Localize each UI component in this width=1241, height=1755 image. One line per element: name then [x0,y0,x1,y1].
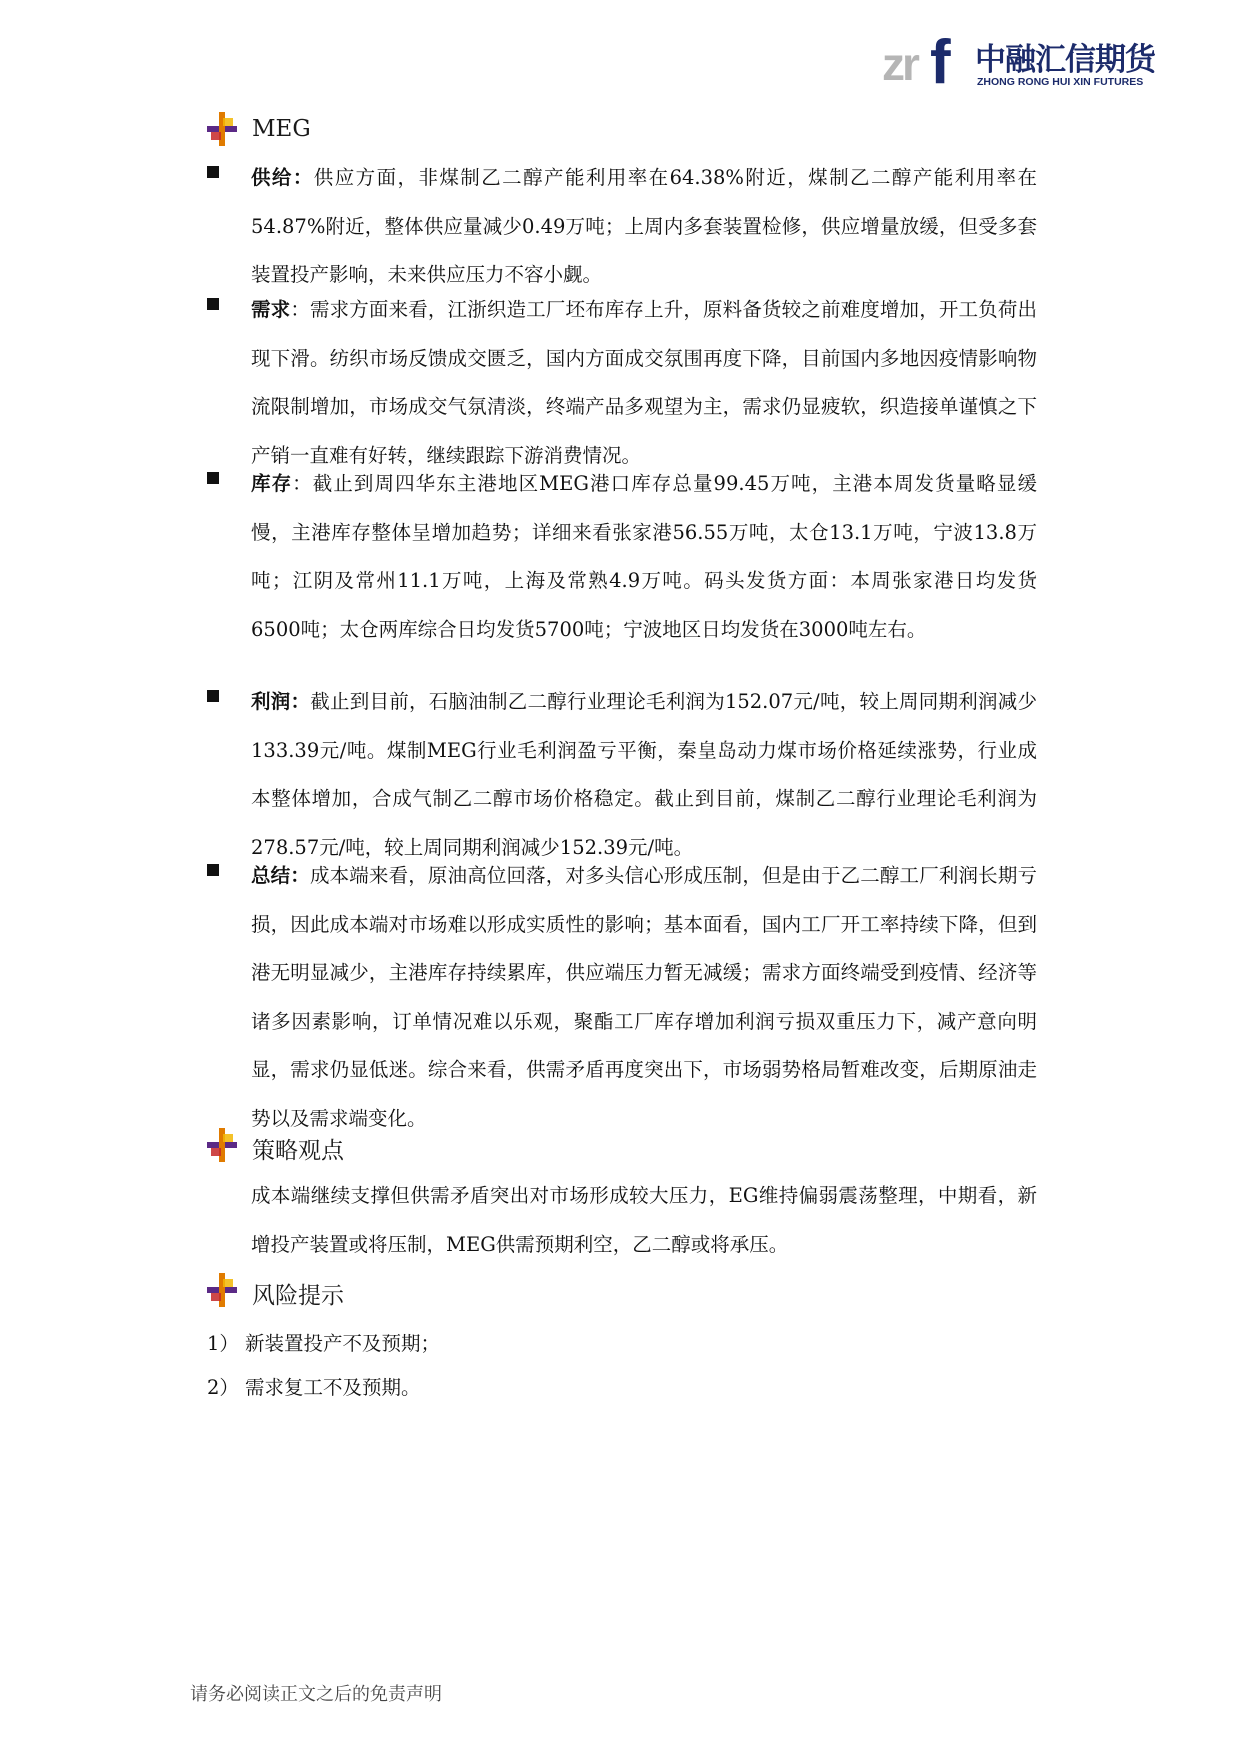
bullet-paragraph [251,460,1037,654]
bullet-paragraph [251,286,1037,480]
bullet-text: 供应方面，非煤制乙二醇产能利用率在64.38%附近，煤制乙二醇产能利用率在54.87%附近，整体供应量减少0.49万吨；上周内多套装置检修，供应增量放缓，但受多套装置投产影响，未来供应压力不容小觑。 [251,166,1037,287]
bullet-paragraph [251,678,1037,872]
risk-item [207,1372,421,1400]
square-bullet-icon [207,690,219,702]
risk-item-text: 新装置投产不及预期； [245,1332,441,1355]
bullet-label: 需求 [251,298,291,321]
bullet-label: 总结： [251,864,310,887]
bullet-text: ：需求方面来看，江浙织造工厂坯布库存上升，原料备货较之前难度增加，开工负荷出现下滑。纺织市场反馈成交匮乏，国内方面成交氛围再度下降，目前国内多地因疫情影响物流限制增加，市场成交气氛清淡，终端产品多观望为主，需求仍显疲软，织造接单谨慎之下产销一直难有好转，继续跟踪下游消费情况。 [251,298,1037,467]
section-title: MEG [252,116,311,142]
square-bullet-icon [207,166,219,178]
bullet-label: 利润： [251,690,311,713]
company-name-en: ZHONG RONG HUI XIN FUTURES [977,76,1144,88]
cross-bullet-icon [207,112,239,146]
strategy-paragraph: 成本端继续支撑但供需矛盾突出对市场形成较大压力，EG维持偏弱震荡整理，中期看，新增投产装置或将压制，MEG供需预期利空，乙二醇或将承压。 [251,1184,1037,1256]
section-title: 风险提示 [252,1283,344,1309]
bullet-paragraph [251,852,1037,1144]
risk-item-number: 2） [207,1376,239,1399]
square-bullet-icon [207,298,219,310]
bullet-label: 供给： [251,166,314,189]
svg-text:f: f [930,28,951,93]
svg-text:zr: zr [882,38,917,90]
cross-bullet-icon [207,1273,239,1307]
risk-item [207,1328,440,1356]
bullet-label: 库存 [251,472,293,495]
cross-bullet-icon [207,1128,239,1162]
company-logo [880,28,1180,93]
risk-item-text: 需求复工不及预期。 [245,1376,421,1399]
bullet-paragraph [251,154,1037,300]
square-bullet-icon [207,864,219,876]
company-name-cn: 中融汇信期货 [975,42,1155,78]
zrf-logo-mark [880,28,970,93]
risk-item-number: 1） [207,1332,239,1355]
bullet-text: 截止到目前，石脑油制乙二醇行业理论毛利润为152.07元/吨，较上周同期利润减少133.39元/吨。煤制MEG行业毛利润盈亏平衡，秦皇岛动力煤市场价格延续涨势，行业成本整体增加，合成气制乙二醇市场价格稳定。截止到目前，煤制乙二醇行业理论毛利润为278.57元/吨，较上周同期利润减少152.39元/吨。 [251,690,1037,859]
square-bullet-icon [207,472,219,484]
bullet-text: ：截止到周四华东主港地区MEG港口库存总量99.45万吨，主港本周发货量略显缓慢，主港库存整体呈增加趋势；详细来看张家港56.55万吨，太仓13.1万吨，宁波13.8万吨；江阴及常州11.1万吨，上海及常熟4.9万吨。码头发货方面：本周张家港日均发货6500吨；太仓两库综合日均发货5700吨；宁波地区日均发货在3000吨左右。 [251,472,1037,641]
disclaimer-footer: 请务必阅读正文之后的免责声明 [190,1684,442,1705]
section-title: 策略观点 [252,1138,344,1164]
bullet-text: 成本端来看，原油高位回落，对多头信心形成压制，但是由于乙二醇工厂利润长期亏损，因此成本端对市场难以形成实质性的影响；基本面看，国内工厂开工率持续下降，但到港无明显减少，主港库存持续累库，供应端压力暂无减缓；需求方面终端受到疫情、经济等诸多因素影响，订单情况难以乐观，聚酯工厂库存增加利润亏损双重压力下，减产意向明显，需求仍显低迷。综合来看，供需矛盾再度突出下，市场弱势格局暂难改变，后期原油走势以及需求端变化。 [251,864,1037,1130]
